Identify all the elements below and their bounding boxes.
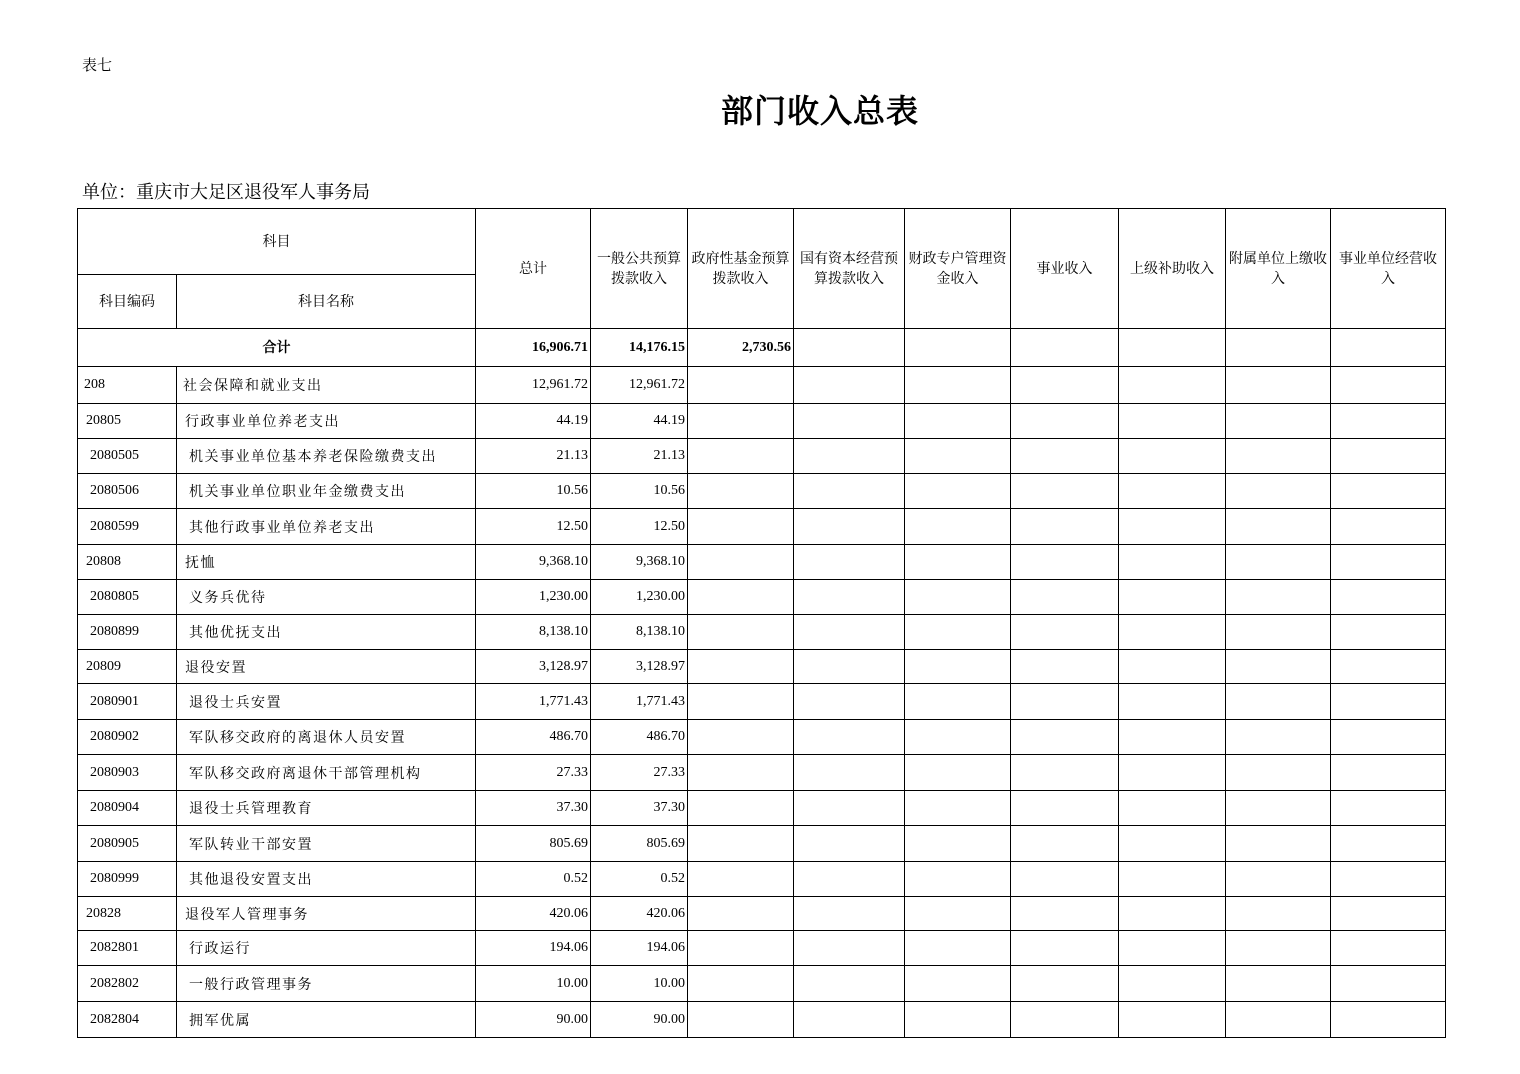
row-empty-cell (1226, 966, 1331, 1002)
row-empty-cell (905, 580, 1011, 615)
row-empty-cell (688, 684, 794, 720)
row-name: 军队移交政府的离退休人员安置 (177, 720, 476, 755)
row-empty-cell (1331, 931, 1446, 966)
row-empty-cell (1226, 580, 1331, 615)
row-name: 机关事业单位职业年金缴费支出 (177, 474, 476, 509)
row-empty-cell (688, 720, 794, 755)
row-code: 20809 (78, 650, 177, 684)
row-name: 退役军人管理事务 (177, 897, 476, 931)
row-empty-cell (1119, 545, 1226, 580)
header-general: 一般公共预算拨款收入 (591, 209, 688, 329)
row-general: 37.30 (591, 791, 688, 826)
row-empty-cell (1331, 650, 1446, 684)
row-total: 12.50 (476, 509, 591, 545)
row-empty-cell (1119, 931, 1226, 966)
row-empty-cell (1331, 404, 1446, 439)
row-empty-cell (1011, 826, 1119, 862)
row-empty-cell (1119, 367, 1226, 404)
row-empty-cell (794, 367, 905, 404)
row-empty-cell (688, 650, 794, 684)
row-total: 9,368.10 (476, 545, 591, 580)
row-total: 12,961.72 (476, 367, 591, 404)
row-empty-cell (1119, 862, 1226, 897)
row-empty-cell (1119, 826, 1226, 862)
header-affiliated: 附属单位上缴收入 (1226, 209, 1331, 329)
row-empty-cell (1331, 580, 1446, 615)
row-empty-cell (1331, 367, 1446, 404)
row-empty-cell (1119, 684, 1226, 720)
row-empty-cell (794, 650, 905, 684)
table-row (78, 897, 1446, 931)
row-empty-cell (1226, 404, 1331, 439)
row-general: 0.52 (591, 862, 688, 897)
row-general: 1,771.43 (591, 684, 688, 720)
row-total: 10.56 (476, 474, 591, 509)
row-empty-cell (1119, 720, 1226, 755)
row-empty-cell (1331, 474, 1446, 509)
row-name: 退役士兵管理教育 (177, 791, 476, 826)
row-general: 9,368.10 (591, 545, 688, 580)
row-general: 420.06 (591, 897, 688, 931)
sheet-label: 表七 (82, 56, 113, 74)
row-empty-cell (905, 897, 1011, 931)
row-empty-cell (1011, 439, 1119, 474)
total-empty-cell (1011, 329, 1119, 367)
row-name: 行政事业单位养老支出 (177, 404, 476, 439)
row-total: 90.00 (476, 1002, 591, 1038)
row-empty-cell (905, 1002, 1011, 1038)
row-empty-cell (1119, 474, 1226, 509)
row-general: 21.13 (591, 439, 688, 474)
row-empty-cell (1011, 367, 1119, 404)
row-empty-cell (1331, 615, 1446, 650)
row-code: 208 (78, 367, 177, 404)
row-empty-cell (1011, 897, 1119, 931)
row-general: 3,128.97 (591, 650, 688, 684)
row-empty-cell (1119, 439, 1226, 474)
row-code: 2080905 (78, 826, 177, 862)
row-empty-cell (688, 439, 794, 474)
row-code: 2082804 (78, 1002, 177, 1038)
row-empty-cell (1011, 862, 1119, 897)
row-empty-cell (1119, 615, 1226, 650)
table-row (78, 791, 1446, 826)
row-empty-cell (688, 367, 794, 404)
row-empty-cell (1011, 791, 1119, 826)
row-code: 20808 (78, 545, 177, 580)
row-empty-cell (688, 931, 794, 966)
row-empty-cell (1119, 404, 1226, 439)
row-empty-cell (1226, 439, 1331, 474)
header-fiscal-special: 财政专户管理资金收入 (905, 209, 1011, 329)
row-empty-cell (1226, 720, 1331, 755)
row-general: 805.69 (591, 826, 688, 862)
row-empty-cell (794, 1002, 905, 1038)
row-code: 20828 (78, 897, 177, 931)
table-row (78, 1002, 1446, 1038)
row-total: 37.30 (476, 791, 591, 826)
row-empty-cell (794, 966, 905, 1002)
row-empty-cell (688, 1002, 794, 1038)
row-empty-cell (794, 684, 905, 720)
row-empty-cell (1011, 545, 1119, 580)
row-code: 2080904 (78, 791, 177, 826)
row-name: 退役士兵安置 (177, 684, 476, 720)
row-empty-cell (1331, 509, 1446, 545)
row-empty-cell (688, 404, 794, 439)
row-total: 1,771.43 (476, 684, 591, 720)
row-empty-cell (1331, 755, 1446, 791)
row-code: 20805 (78, 404, 177, 439)
row-total: 27.33 (476, 755, 591, 791)
row-name: 其他优抚支出 (177, 615, 476, 650)
header-total: 总计 (476, 209, 591, 329)
row-empty-cell (1226, 1002, 1331, 1038)
row-code: 2080599 (78, 509, 177, 545)
row-empty-cell (905, 650, 1011, 684)
row-empty-cell (1011, 404, 1119, 439)
table-row (78, 509, 1446, 545)
total-gov-fund: 2,730.56 (688, 329, 794, 367)
row-empty-cell (1226, 931, 1331, 966)
row-empty-cell (1011, 615, 1119, 650)
row-empty-cell (905, 966, 1011, 1002)
row-empty-cell (1011, 580, 1119, 615)
table-row (78, 966, 1446, 1002)
row-empty-cell (1226, 474, 1331, 509)
row-general: 44.19 (591, 404, 688, 439)
row-empty-cell (1331, 862, 1446, 897)
row-empty-cell (905, 755, 1011, 791)
row-general: 10.00 (591, 966, 688, 1002)
header-gov-fund: 政府性基金预算拨款收入 (688, 209, 794, 329)
row-empty-cell (1119, 1002, 1226, 1038)
row-name: 抚恤 (177, 545, 476, 580)
row-empty-cell (1331, 720, 1446, 755)
row-name: 退役安置 (177, 650, 476, 684)
row-general: 10.56 (591, 474, 688, 509)
row-empty-cell (1119, 897, 1226, 931)
total-general: 14,176.15 (591, 329, 688, 367)
row-general: 486.70 (591, 720, 688, 755)
row-empty-cell (794, 580, 905, 615)
row-empty-cell (1331, 791, 1446, 826)
row-general: 12,961.72 (591, 367, 688, 404)
total-empty-cell (1226, 329, 1331, 367)
row-empty-cell (1331, 897, 1446, 931)
total-row (78, 329, 1446, 367)
total-sum: 16,906.71 (476, 329, 591, 367)
row-empty-cell (688, 545, 794, 580)
row-empty-cell (794, 897, 905, 931)
row-empty-cell (1011, 931, 1119, 966)
table-row (78, 755, 1446, 791)
row-empty-cell (1226, 862, 1331, 897)
row-name: 其他退役安置支出 (177, 862, 476, 897)
row-empty-cell (688, 966, 794, 1002)
total-empty-cell (794, 329, 905, 367)
row-empty-cell (688, 615, 794, 650)
table-row (78, 615, 1446, 650)
header-operating: 事业单位经营收入 (1331, 209, 1446, 329)
row-empty-cell (688, 897, 794, 931)
row-name: 拥军优属 (177, 1002, 476, 1038)
row-name: 其他行政事业单位养老支出 (177, 509, 476, 545)
row-total: 1,230.00 (476, 580, 591, 615)
row-empty-cell (1119, 966, 1226, 1002)
income-table (77, 208, 1446, 1038)
row-empty-cell (1226, 755, 1331, 791)
table-row (78, 545, 1446, 580)
row-empty-cell (1331, 684, 1446, 720)
header-business: 事业收入 (1011, 209, 1119, 329)
table-row (78, 720, 1446, 755)
row-empty-cell (1226, 826, 1331, 862)
table-row (78, 474, 1446, 509)
table-row (78, 439, 1446, 474)
row-empty-cell (905, 474, 1011, 509)
row-code: 2080505 (78, 439, 177, 474)
row-general: 12.50 (591, 509, 688, 545)
row-code: 2080902 (78, 720, 177, 755)
row-empty-cell (1331, 439, 1446, 474)
row-code: 2080903 (78, 755, 177, 791)
row-empty-cell (1011, 755, 1119, 791)
row-name: 义务兵优待 (177, 580, 476, 615)
total-empty-cell (1331, 329, 1446, 367)
table-row (78, 404, 1446, 439)
row-empty-cell (1011, 720, 1119, 755)
row-empty-cell (1226, 791, 1331, 826)
table-row (78, 650, 1446, 684)
row-empty-cell (1011, 474, 1119, 509)
row-code: 2080899 (78, 615, 177, 650)
row-general: 27.33 (591, 755, 688, 791)
row-total: 486.70 (476, 720, 591, 755)
unit-label: 单位：重庆市大足区退役军人事务局 (82, 182, 370, 203)
row-empty-cell (905, 684, 1011, 720)
total-label: 合计 (78, 329, 476, 367)
header-code: 科目编码 (78, 275, 177, 329)
table-row (78, 684, 1446, 720)
row-empty-cell (688, 755, 794, 791)
row-empty-cell (905, 404, 1011, 439)
row-total: 21.13 (476, 439, 591, 474)
row-empty-cell (905, 931, 1011, 966)
row-empty-cell (1119, 580, 1226, 615)
row-total: 0.52 (476, 862, 591, 897)
row-empty-cell (1226, 650, 1331, 684)
row-empty-cell (794, 545, 905, 580)
row-total: 44.19 (476, 404, 591, 439)
row-empty-cell (794, 826, 905, 862)
row-empty-cell (1226, 684, 1331, 720)
row-name: 机关事业单位基本养老保险缴费支出 (177, 439, 476, 474)
row-empty-cell (688, 791, 794, 826)
row-empty-cell (688, 509, 794, 545)
row-name: 行政运行 (177, 931, 476, 966)
row-empty-cell (1119, 755, 1226, 791)
row-empty-cell (794, 509, 905, 545)
row-empty-cell (794, 474, 905, 509)
row-empty-cell (1226, 545, 1331, 580)
row-total: 420.06 (476, 897, 591, 931)
table-row (78, 367, 1446, 404)
row-code: 2080506 (78, 474, 177, 509)
row-general: 90.00 (591, 1002, 688, 1038)
row-total: 10.00 (476, 966, 591, 1002)
row-code: 2080901 (78, 684, 177, 720)
row-name: 一般行政管理事务 (177, 966, 476, 1002)
table-row (78, 826, 1446, 862)
row-empty-cell (688, 474, 794, 509)
row-empty-cell (1119, 650, 1226, 684)
row-name: 社会保障和就业支出 (177, 367, 476, 404)
row-empty-cell (1331, 826, 1446, 862)
row-empty-cell (1119, 509, 1226, 545)
row-empty-cell (1011, 650, 1119, 684)
header-state-capital: 国有资本经营预算拨款收入 (794, 209, 905, 329)
row-general: 1,230.00 (591, 580, 688, 615)
row-empty-cell (905, 545, 1011, 580)
total-empty-cell (905, 329, 1011, 367)
table-row (78, 862, 1446, 897)
row-empty-cell (1331, 1002, 1446, 1038)
row-empty-cell (905, 615, 1011, 650)
row-total: 8,138.10 (476, 615, 591, 650)
row-empty-cell (1331, 545, 1446, 580)
row-name: 军队移交政府离退休干部管理机构 (177, 755, 476, 791)
row-empty-cell (905, 509, 1011, 545)
row-empty-cell (794, 404, 905, 439)
row-code: 2080999 (78, 862, 177, 897)
header-subject: 科目 (78, 209, 476, 275)
row-general: 194.06 (591, 931, 688, 966)
row-empty-cell (1331, 966, 1446, 1002)
row-empty-cell (905, 367, 1011, 404)
row-empty-cell (1011, 509, 1119, 545)
row-empty-cell (688, 580, 794, 615)
row-total: 194.06 (476, 931, 591, 966)
total-empty-cell (1119, 329, 1226, 367)
row-code: 2082802 (78, 966, 177, 1002)
row-empty-cell (1011, 966, 1119, 1002)
row-empty-cell (905, 439, 1011, 474)
row-empty-cell (794, 615, 905, 650)
row-empty-cell (1226, 615, 1331, 650)
row-empty-cell (794, 862, 905, 897)
row-empty-cell (1119, 791, 1226, 826)
row-empty-cell (688, 862, 794, 897)
row-empty-cell (1011, 684, 1119, 720)
row-empty-cell (688, 826, 794, 862)
table-row (78, 931, 1446, 966)
row-empty-cell (905, 826, 1011, 862)
row-empty-cell (794, 720, 905, 755)
row-general: 8,138.10 (591, 615, 688, 650)
row-empty-cell (1226, 509, 1331, 545)
row-empty-cell (1226, 367, 1331, 404)
header-name: 科目名称 (177, 275, 476, 329)
row-empty-cell (1226, 897, 1331, 931)
row-empty-cell (905, 720, 1011, 755)
row-code: 2080805 (78, 580, 177, 615)
header-superior: 上级补助收入 (1119, 209, 1226, 329)
row-code: 2082801 (78, 931, 177, 966)
row-total: 805.69 (476, 826, 591, 862)
row-empty-cell (794, 755, 905, 791)
row-empty-cell (905, 791, 1011, 826)
row-empty-cell (794, 931, 905, 966)
row-name: 军队转业干部安置 (177, 826, 476, 862)
row-empty-cell (1011, 1002, 1119, 1038)
page-title: 部门收入总表 (720, 92, 919, 130)
row-total: 3,128.97 (476, 650, 591, 684)
table-row (78, 580, 1446, 615)
row-empty-cell (794, 791, 905, 826)
row-empty-cell (794, 439, 905, 474)
row-empty-cell (905, 862, 1011, 897)
